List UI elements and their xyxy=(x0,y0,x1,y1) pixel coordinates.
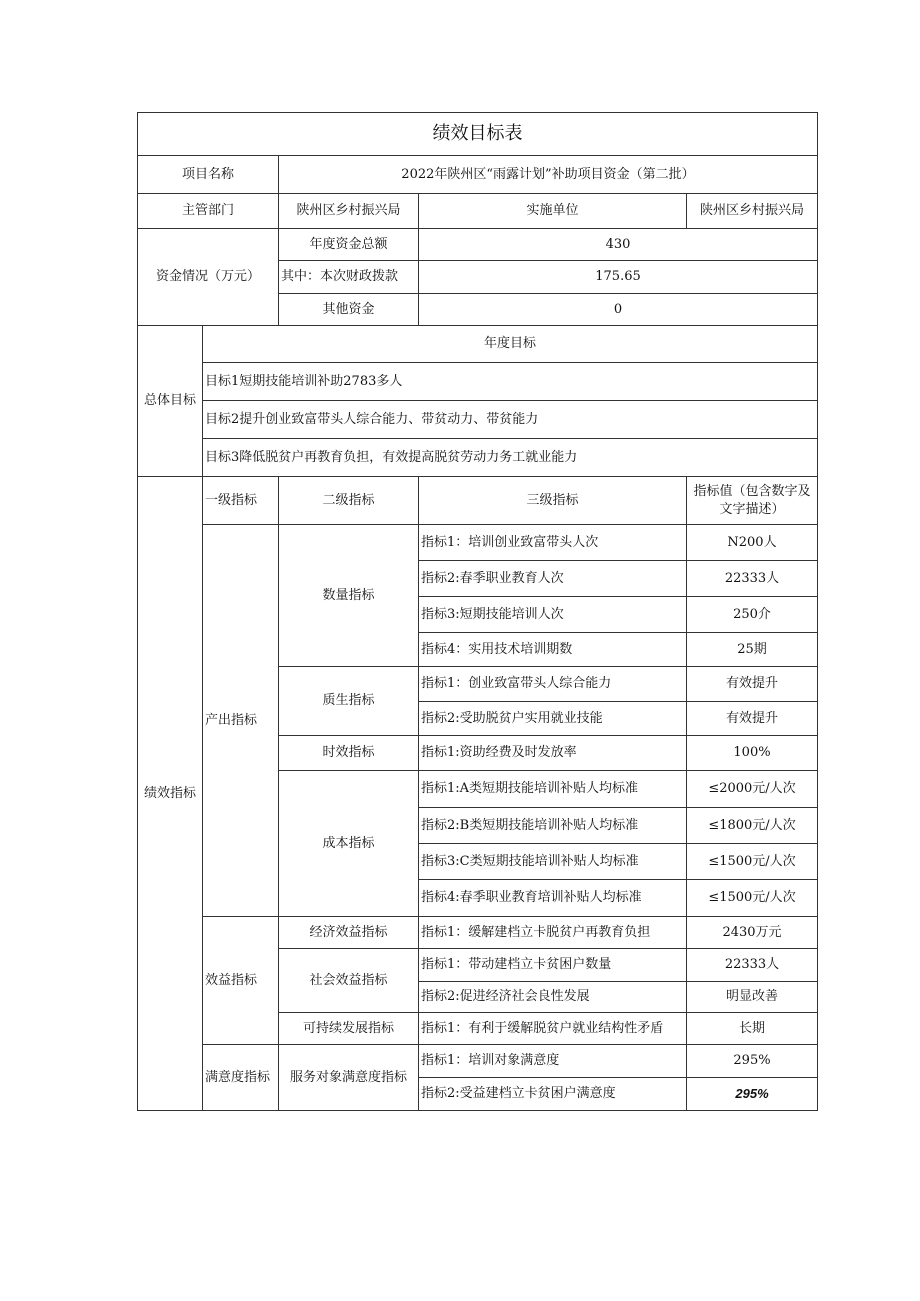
economic-indicators-label: 经济效益指标 xyxy=(279,917,419,949)
funds-total-value: 430 xyxy=(419,229,818,261)
sustainable-indicators-label: 可持续发展指标 xyxy=(279,1013,419,1045)
indicator-value: 25期 xyxy=(687,633,818,667)
funds-label: 资金情况（万元） xyxy=(138,229,279,326)
indicator-name: 指标1：培训创业致富带头人次 xyxy=(419,525,687,561)
indicator-name: 指标2:促进经济社会良性发展 xyxy=(419,982,687,1013)
funds-fiscal-value: 175.65 xyxy=(419,261,818,294)
indicator-name: 指标2:B类短期技能培训补贴人均标准 xyxy=(419,808,687,844)
indicator-value: ≤1800元/人次 xyxy=(687,808,818,844)
indicator-name: 指标4：实用技术培训期数 xyxy=(419,633,687,667)
goal-1: 目标1短期技能培训补助2783多人 xyxy=(203,363,818,401)
indicator-name: 指标1:资助经费及时发放率 xyxy=(419,736,687,771)
indicator-value: 22333人 xyxy=(687,561,818,597)
cost-indicators-label: 成本指标 xyxy=(279,771,419,917)
timeliness-indicators-label: 时效指标 xyxy=(279,736,419,771)
benefit-indicators-label: 效益指标 xyxy=(203,917,279,1045)
annual-target-label: 年度目标 xyxy=(203,326,818,363)
indicator-name: 指标1：带动建档立卡贫困户数量 xyxy=(419,949,687,982)
indicator-name: 指标1：培训对象满意度 xyxy=(419,1045,687,1078)
table-title: 绩效目标表 xyxy=(138,113,818,156)
dept-label: 主管部门 xyxy=(138,194,279,229)
goal-2: 目标2提升创业致富带头人综合能力、带贫动力、带贫能力 xyxy=(203,401,818,439)
indicator-value: 明显改善 xyxy=(687,982,818,1013)
social-indicators-label: 社会效益指标 xyxy=(279,949,419,1013)
funds-other-label: 其他资金 xyxy=(279,294,419,326)
indicator-value: 250介 xyxy=(687,597,818,633)
funds-other-value: 0 xyxy=(419,294,818,326)
indicator-value: 2430万元 xyxy=(687,917,818,949)
dept-value: 陕州区乡村振兴局 xyxy=(279,194,419,229)
quality-indicators-label: 质生指标 xyxy=(279,667,419,736)
indicator-name: 指标4:春季职业教育培训补贴人均标准 xyxy=(419,880,687,917)
indicator-value: N200人 xyxy=(687,525,818,561)
indicator-value: ≤1500元/人次 xyxy=(687,844,818,880)
indicator-name: 指标2:受助脱贫户实用就业技能 xyxy=(419,702,687,736)
indicator-value: 长期 xyxy=(687,1013,818,1045)
overall-target-label: 总体目标 xyxy=(138,326,203,477)
satisfaction-indicators-label: 满意度指标 xyxy=(203,1045,279,1111)
header-level1: 一级指标 xyxy=(203,477,279,525)
indicator-name: 指标1：创业致富带头人综合能力 xyxy=(419,667,687,702)
indicator-value: 有效提升 xyxy=(687,702,818,736)
project-name-label: 项目名称 xyxy=(138,156,279,194)
goal-3: 目标3降低脱贫户再教育负担，有效提高脱贫劳动力务工就业能力 xyxy=(203,439,818,477)
impl-unit-label: 实施单位 xyxy=(419,194,687,229)
indicator-name: 指标1：有利于缓解脱贫户就业结构性矛盾 xyxy=(419,1013,687,1045)
indicator-name: 指标2:受益建档立卡贫困户满意度 xyxy=(419,1078,687,1111)
service-satisfaction-label: 服务对象满意度指标 xyxy=(279,1045,419,1111)
funds-fiscal-label: 其中：本次财政拨款 xyxy=(279,261,419,294)
indicator-name: 指标1:A类短期技能培训补贴人均标准 xyxy=(419,771,687,808)
impl-unit-value: 陕州区乡村振兴局 xyxy=(687,194,818,229)
project-name-value: 2022年陕州区“雨露计划”补助项目资金（第二批） xyxy=(279,156,818,194)
output-indicators-label: 产出指标 xyxy=(203,525,279,917)
funds-total-label: 年度资金总额 xyxy=(279,229,419,261)
perf-indicators-label: 绩效指标 xyxy=(138,477,203,1111)
indicator-value: 有效提升 xyxy=(687,667,818,702)
performance-target-table xyxy=(137,112,818,1111)
header-level2: 二级指标 xyxy=(279,477,419,525)
indicator-name: 指标3:C类短期技能培训补贴人均标准 xyxy=(419,844,687,880)
indicator-name: 指标2:春季职业教育人次 xyxy=(419,561,687,597)
indicator-value: ≤1500元/人次 xyxy=(687,880,818,917)
indicator-value: 295% xyxy=(687,1078,818,1111)
quantity-indicators-label: 数量指标 xyxy=(279,525,419,667)
indicator-value: 100% xyxy=(687,736,818,771)
indicator-value: 22333人 xyxy=(687,949,818,982)
indicator-name: 指标1：缓解建档立卡脱贫户再教育负担 xyxy=(419,917,687,949)
header-level3: 三级指标 xyxy=(419,477,687,525)
indicator-value: ≤2000元/人次 xyxy=(687,771,818,808)
indicator-value: 295% xyxy=(687,1045,818,1078)
header-value: 指标值（包含数字及文字描述） xyxy=(687,477,818,525)
indicator-name: 指标3:短期技能培训人次 xyxy=(419,597,687,633)
